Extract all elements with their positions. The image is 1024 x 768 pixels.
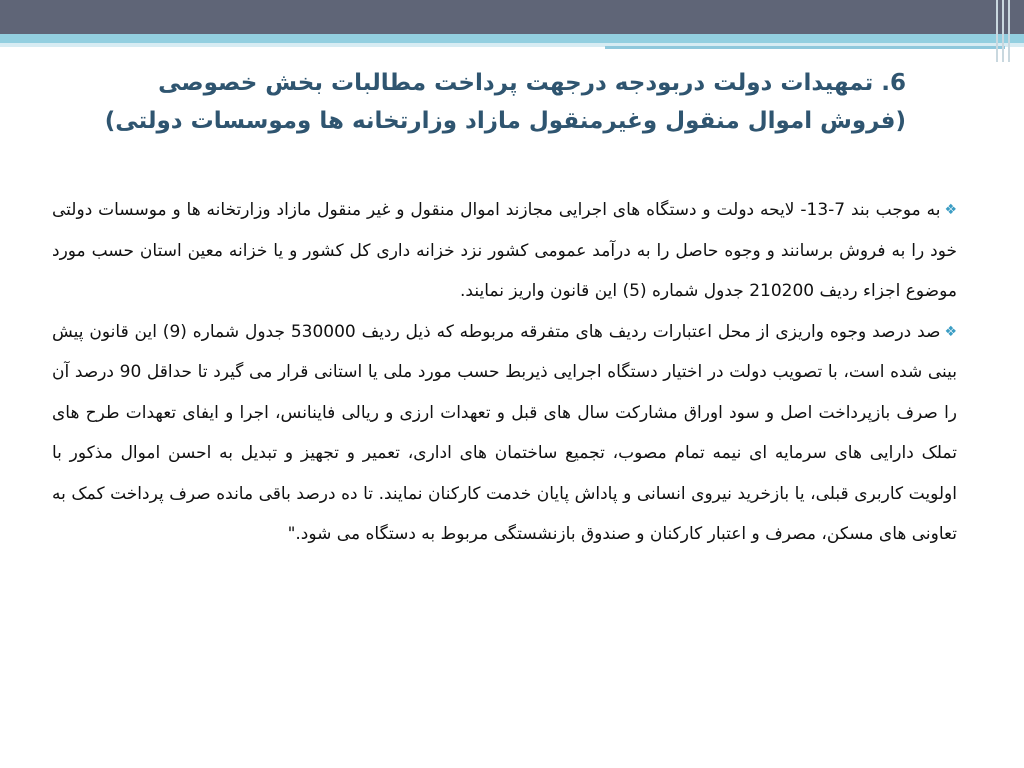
diamond-bullet-icon: ❖: [944, 202, 957, 218]
slide-title: [106, 64, 906, 140]
paragraph-2: [52, 312, 957, 555]
paragraph-1-text: به موجب بند 7-13- لایحه دولت و دستگاه های اجرایی مجازند اموال منقول و غیر منقول مازاد وزارتخانه ها و موسسات دولتی خود را به فروش برسانند و وجوه حاصل را به درآمد عمومی کشور نزد خزانه داری کل کشور و یا خزانه معین استان حسب مورد موضوع اجزاء ردیف 210200 جدول شماره (5) این قانون واریز نمایند.: [52, 200, 957, 301]
corner-decoration: [994, 0, 1018, 62]
header-bar: [0, 0, 1024, 34]
paragraph-2-text: صد درصد وجوه واریزی از محل اعتبارات ردیف های متفرقه مربوطه که ذیل ردیف 530000 جدول شماره (9) این قانون پیش بینی شده است، با تصویب دولت در اختیار دستگاه اجرایی ذیربط حسب مورد ملی یا استانی قرار می گیرد تا حداقل 90 درصد آن را صرف بازپرداخت اصل و سود اوراق مشارکت سال های قبل و تعهدات ارزی و ریالی فاینانس، اجرا و ایفای تعهدات طرح های تملک دارایی های سرمایه ای نیمه تمام مصوب، تجمیع ساختمان های اداری، تعمیر و تجهیز و تبدیل به احسن اموال مذکور با اولویت کاربری قبلی، یا بازخرید نیروی انسانی و پاداش پایان خدمت کارکنان نمایند. تا ده درصد باقی مانده صرف پرداخت کمک به تعاونی های مسکن، مصرف و اعتبار کارکنان و صندوق بازنشستگی مربوط به دستگاه می شود.": [52, 321, 958, 544]
title-line-1: 6. تمهیدات دولت دربودجه درجهت پرداخت مطالبات بخش خصوصی: [158, 70, 906, 96]
slide-body: [52, 190, 957, 555]
header-stripe: [0, 34, 1024, 43]
diamond-bullet-icon: ❖: [944, 323, 957, 340]
title-line-2: (فروش اموال منقول وغیرمنقول مازاد وزارتخانه ها وموسسات دولتی): [104, 108, 906, 134]
header-accent-line: [605, 46, 1005, 49]
paragraph-1: [52, 190, 957, 312]
